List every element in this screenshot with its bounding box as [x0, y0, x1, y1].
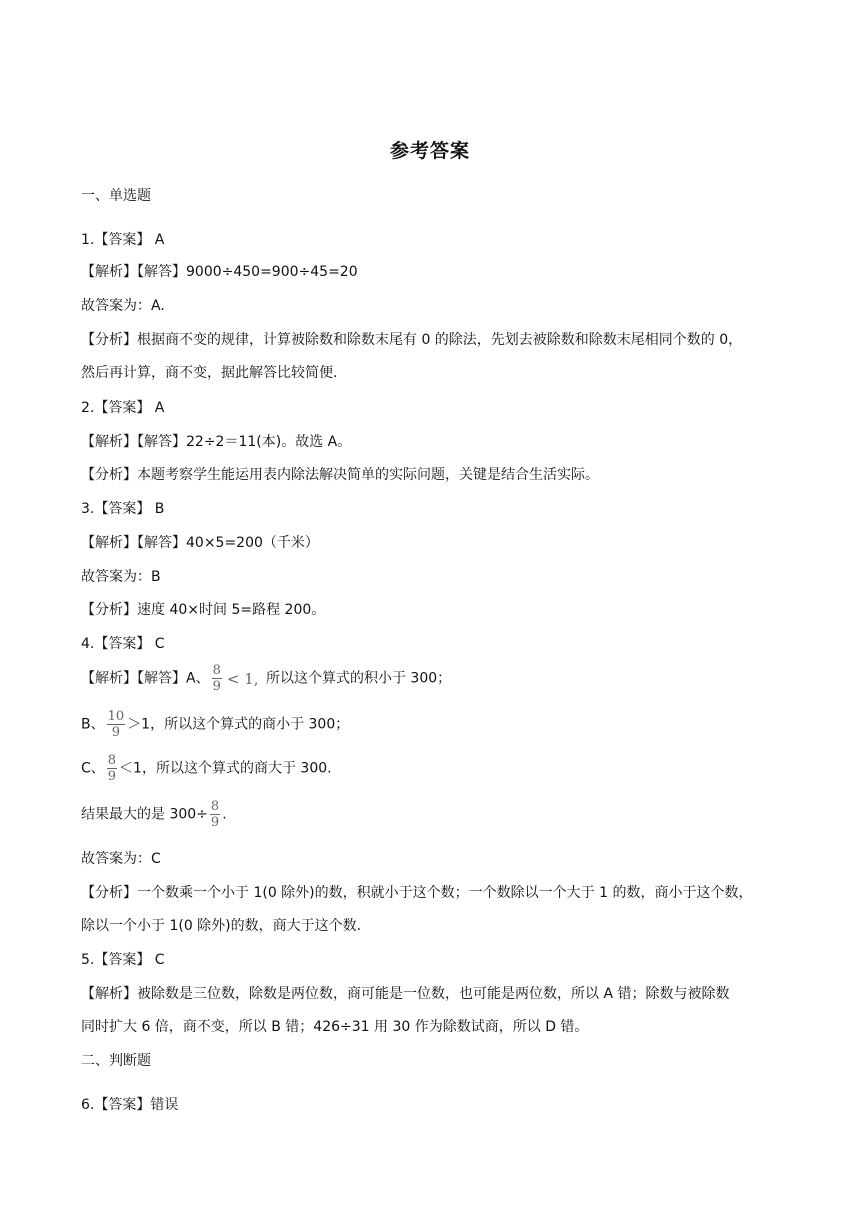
fraction-8-9: $\frac{8}{9}$ [212, 663, 221, 694]
q4-option-a-text: 所以这个算式的积小于 300； [261, 670, 452, 687]
less-than-one: < 1, [226, 669, 259, 688]
fraction-8-9: $\frac{8}{9}$ [210, 799, 220, 830]
q3-answer: 3.【答案】 B [81, 501, 165, 517]
section-heading-single-choice: 一、单选题 [81, 188, 151, 204]
q4-option-b [81, 710, 349, 739]
q1-answer: 1.【答案】 A [81, 232, 165, 248]
q6-answer: 6.【答案】错误 [81, 1097, 179, 1113]
q5-jiexi-line1: 【解析】被除数是三位数，除数是两位数，商可能是一位数，也可能是两位数，所以 A 错；除数与被除数 [81, 986, 730, 1002]
q2-answer: 2.【答案】 A [81, 400, 165, 416]
q3-jiexi: 【解析】【解答】40×5=200（千米） [81, 535, 319, 551]
q3-analysis: 【分析】速度 40×时间 5=路程 200。 [81, 602, 326, 618]
fraction-8-9: $\frac{8}{9}$ [107, 753, 117, 784]
q5-jiexi-line2: 同时扩大 6 倍，商不变，所以 B 错；426÷31 用 30 作为除数试商，所以 D 错。 [81, 1019, 589, 1035]
q5-answer: 5.【答案】 C [81, 952, 165, 968]
q4-option-a [81, 664, 451, 693]
q4-option-b-prefix: B、 [81, 716, 105, 733]
q1-analysis-line2: 然后再计算，商不变，据此解答比较简便. [81, 365, 338, 381]
q1-conclusion: 故答案为：A. [81, 298, 165, 314]
q2-analysis: 【分析】本题考察学生能运用表内除法解决简单的实际问题，关键是结合生活实际。 [81, 467, 599, 483]
q3-conclusion: 故答案为：B [81, 569, 161, 585]
fraction-10-9: $\frac{10}{9}$ [107, 709, 125, 740]
q4-option-c-text: ＜1，所以这个算式的商大于 300. [119, 760, 332, 777]
q4-option-b-text: ＞1，所以这个算式的商小于 300； [127, 716, 350, 733]
q4-result-prefix: 结果最大的是 300÷ [81, 806, 208, 823]
q4-result [81, 800, 227, 829]
q4-result-suffix: . [222, 806, 227, 823]
q4-option-c-prefix: C、 [81, 760, 105, 777]
q2-jiexi: 【解析】【解答】22÷2＝11(本)。故选 A。 [81, 434, 352, 450]
q4-conclusion: 故答案为：C [81, 851, 161, 867]
page-title: 参考答案 [389, 140, 470, 162]
q4-answer: 4.【答案】 C [81, 636, 165, 652]
q4-option-c [81, 754, 332, 783]
q4-option-a-prefix: 【解析】【解答】A、 [81, 670, 210, 687]
q4-analysis-line2: 除以一个小于 1(0 除外)的数，商大于这个数. [81, 918, 362, 934]
section-heading-true-false: 二、判断题 [81, 1053, 151, 1069]
q1-jiexi: 【解析】【解答】9000÷450=900÷45=20 [81, 264, 358, 280]
q1-analysis-line1: 【分析】根据商不变的规律，计算被除数和除数末尾有 0 的除法，先划去被除数和除数末尾相同个数的 0， [81, 332, 743, 348]
q4-analysis-line1: 【分析】一个数乘一个小于 1(0 除外)的数，积就小于这个数；一个数除以一个大于 1 的数，商小于这个数， [81, 885, 753, 901]
